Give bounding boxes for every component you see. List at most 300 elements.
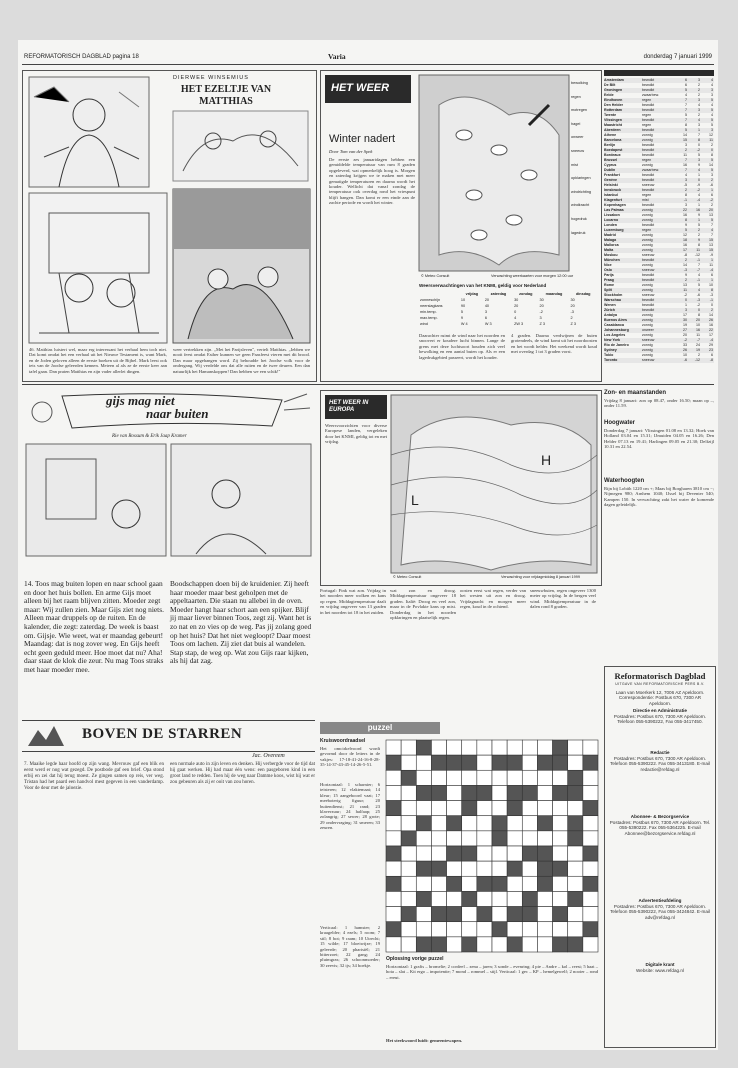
colophon-section-text: Postadres: Postbus 670, 7300 AR Apeldoorn. Telefoon 055-5390222. Fax 055-3413180. E-mail redactie@refdag.nl — [610, 756, 710, 772]
crossword-block — [583, 876, 598, 891]
crossword-cell[interactable] — [431, 770, 446, 785]
crossword-cell[interactable] — [386, 831, 401, 846]
crossword-cell[interactable] — [386, 740, 401, 755]
city-condition: regen — [642, 158, 652, 162]
city-temperature: 8 — [685, 193, 687, 197]
crossword-block — [583, 922, 598, 937]
crossword-cell[interactable] — [416, 922, 431, 937]
crossword-cell[interactable] — [583, 740, 598, 755]
city-temperature: 26 — [683, 348, 687, 352]
crossword-cell[interactable] — [416, 770, 431, 785]
city-temperature: 2 — [711, 143, 713, 147]
table-cell: ZW 3 — [514, 322, 524, 326]
city-temperature: -3 — [696, 298, 700, 302]
crossword-cell[interactable] — [386, 816, 401, 831]
crossword-cell[interactable] — [507, 740, 522, 755]
gijs-title — [106, 394, 209, 420]
colophon-title: Reformatorisch Dagblad — [614, 671, 706, 681]
table-cell: 40 — [484, 304, 490, 308]
crossword-cell[interactable] — [568, 846, 583, 861]
crossword-cell[interactable] — [507, 891, 522, 906]
comic-illustration-2 — [173, 111, 308, 181]
starren-col-1: 7. Maaike legde haar hoofd op zijn wang. Mevrouw gaf een blik en eerst werd er nog wat gezegd. De postbode gaf een brief. Opa stond erbij en zei dat hij terug moest. Ze gingen samen op reis, ver weg. Tristan had het paard een handvol mest gegeven in een vanderdamp. Voor de deur met de jaloezie. — [24, 762, 164, 791]
crossword-block — [507, 861, 522, 876]
crossword-cell[interactable] — [492, 770, 507, 785]
crossword-cell[interactable] — [386, 770, 401, 785]
crossword-block — [477, 785, 492, 800]
crossword-cell[interactable] — [568, 876, 583, 891]
crossword-block — [462, 755, 477, 770]
crossword-cell[interactable] — [507, 770, 522, 785]
city-temperature: 4 — [685, 173, 687, 177]
city-temperature: 8 — [698, 243, 700, 247]
crossword-cell[interactable] — [401, 755, 416, 770]
city-temperature: 14 — [709, 313, 713, 317]
crossword-cell[interactable] — [492, 740, 507, 755]
crossword-cell[interactable] — [537, 785, 552, 800]
city-temperature: 1 — [685, 303, 687, 307]
crossword-cell[interactable] — [583, 816, 598, 831]
crossword-block — [568, 770, 583, 785]
city-name: Buenos Aires — [604, 318, 628, 322]
crossword-cell[interactable] — [477, 922, 492, 937]
legend-item: sneeuw — [571, 148, 585, 153]
city-temperature: 10 — [683, 353, 687, 357]
city-temperature: 8 — [698, 313, 700, 317]
city-temperature: -12 — [694, 253, 700, 257]
crossword-cell[interactable] — [401, 846, 416, 861]
crossword-cell[interactable] — [401, 801, 416, 816]
city-temperature: -2 — [683, 338, 687, 342]
crossword-cell[interactable] — [583, 785, 598, 800]
tide-title: Hoogwater — [604, 420, 636, 426]
crossword-cell[interactable] — [386, 785, 401, 800]
colophon-section-title: Advertentieafdeling — [638, 898, 682, 903]
city-name: Boedapest — [604, 148, 623, 152]
crossword-cell[interactable] — [583, 831, 598, 846]
crossword-cell[interactable] — [522, 876, 537, 891]
crossword-cell[interactable] — [492, 785, 507, 800]
water-text: Rijn bij Lobith 1220 cm +; Maas bij Borgharen 3810 cm −; Nijmegen 980; Arnhem 1040; IJssel bij Deventer 540; Kampen 150. In verwachting zakt het water de komende dagen geleidelijk. — [604, 486, 714, 508]
crossword-cell[interactable] — [492, 907, 507, 922]
city-temperature: 2 — [711, 178, 713, 182]
colophon-subtitle: UITGAVE VAN REFORMATORISCHE PERS B.V. — [615, 682, 705, 686]
crossword-cell[interactable] — [568, 907, 583, 922]
crossword-cell[interactable] — [583, 891, 598, 906]
crossword-cell[interactable] — [431, 891, 446, 906]
city-condition: sneeuw — [642, 253, 655, 257]
city-temperature: 16 — [683, 163, 687, 167]
city-condition: zonnig — [642, 353, 653, 357]
crossword-cell[interactable] — [507, 816, 522, 831]
crossword-cell[interactable] — [447, 861, 462, 876]
city-temperature: 23 — [709, 348, 713, 352]
crossword-cell[interactable] — [522, 861, 537, 876]
crossword-cell[interactable] — [583, 937, 598, 952]
city-name: Tokio — [604, 353, 614, 357]
legend-item: motregen — [571, 108, 588, 113]
city-temperature: 17 — [683, 313, 687, 317]
crossword-cell[interactable] — [447, 937, 462, 952]
crossword-cell[interactable] — [431, 740, 446, 755]
city-condition: zonnig — [642, 343, 653, 347]
weather-section — [320, 70, 602, 382]
crossword-block — [537, 816, 552, 831]
crossword-cell[interactable] — [537, 831, 552, 846]
crossword-cell[interactable] — [447, 785, 462, 800]
city-condition: zonnig — [642, 288, 653, 292]
city-temperature: 2 — [711, 308, 713, 312]
crossword-cell[interactable] — [462, 770, 477, 785]
crossword-cell[interactable] — [386, 891, 401, 906]
comic-title-line2: MATTHIAS — [199, 96, 253, 107]
city-temperature: 3 — [711, 128, 713, 132]
city-temperature: 4 — [698, 168, 700, 172]
crossword-block — [507, 755, 522, 770]
city-name: Frankfurt — [604, 173, 620, 177]
city-condition: sneeuw — [642, 338, 655, 342]
crossword-cell[interactable] — [386, 861, 401, 876]
crossword-block — [537, 861, 552, 876]
crossword-grid[interactable] — [386, 740, 598, 952]
city-temperature: 30 — [683, 318, 687, 322]
crossword-cell[interactable] — [492, 891, 507, 906]
table-cell: 20 — [570, 304, 575, 308]
city-temperature: 15 — [709, 238, 713, 242]
crossword-cell[interactable] — [462, 907, 477, 922]
city-temperature: 17 — [709, 333, 713, 337]
table-header: zaterdag — [490, 292, 507, 296]
crossword-cell[interactable] — [401, 876, 416, 891]
city-condition: bewolkt — [642, 188, 655, 192]
sun-tide-section — [604, 390, 714, 662]
crossword-cell[interactable] — [522, 816, 537, 831]
header-rule — [22, 64, 714, 65]
crossword-cell[interactable] — [537, 891, 552, 906]
city-temperature: 6 — [711, 273, 713, 277]
crossword-cell[interactable] — [522, 770, 537, 785]
city-temperature: 5 — [711, 218, 713, 222]
city-temperature: 7 — [698, 133, 700, 137]
crossword-cell[interactable] — [416, 907, 431, 922]
crossword-block — [507, 937, 522, 952]
comic-caption-right: weer vertrekken zijn. „Met het Parijsleven", vertelt Matthias. „Iebben we nooit feest omdat Esther kunnen we geen Paasfeest vieren met dit brood. Dan maar opgehangen word. Zij behoudde het Joodse volk voor de ondergang. Wij verdelde ons dat alle ruiten en de twee deuren. Een dan natuurlijk het Hamanskoppen! Dan hebben we een schik!" — [173, 347, 310, 374]
crossword-cell[interactable] — [537, 907, 552, 922]
crossword-cell[interactable] — [462, 922, 477, 937]
city-temperature: 7 — [685, 103, 687, 107]
city-temperature: 16 — [696, 208, 700, 212]
city-temperature: 3 — [711, 93, 713, 97]
starren-title: BOVEN DE STARREN — [82, 726, 243, 742]
city-temperature: 33 — [683, 343, 687, 347]
table-cell: 4 — [514, 316, 517, 320]
city-temperature: 4 — [698, 288, 700, 292]
city-temperature: 0 — [698, 143, 700, 147]
city-temperature: 29 — [709, 343, 713, 347]
crossword-cell[interactable] — [401, 740, 416, 755]
crossword-cell[interactable] — [568, 801, 583, 816]
city-temperature: -6 — [709, 183, 713, 187]
crossword-cell[interactable] — [401, 922, 416, 937]
crossword-cell[interactable] — [462, 740, 477, 755]
city-name: Istanbul — [604, 193, 618, 197]
city-temperature: -1 — [696, 278, 700, 282]
crossword-block — [477, 876, 492, 891]
city-temperature: 11 — [696, 248, 700, 252]
legend-item: mist — [571, 162, 578, 167]
gijs-illustration — [26, 444, 311, 556]
crossword-cell[interactable] — [401, 861, 416, 876]
crossword-cell[interactable] — [583, 861, 598, 876]
crossword-cell[interactable] — [401, 937, 416, 952]
crossword-cell[interactable] — [553, 891, 568, 906]
table-cell: 20 — [484, 298, 490, 302]
city-temperature: 10 — [709, 283, 713, 287]
city-temperature: 22 — [709, 328, 713, 332]
table-cell: zonneschijn — [420, 298, 441, 302]
crossword-cell[interactable] — [553, 801, 568, 816]
city-temperature: -2 — [696, 148, 700, 152]
city-condition: sneeuw — [642, 293, 655, 297]
crossword-cell[interactable] — [477, 755, 492, 770]
city-name: Den Helder — [604, 103, 623, 107]
crossword-cell[interactable] — [492, 937, 507, 952]
crossword-block — [431, 907, 446, 922]
table-cell: -2 — [539, 310, 543, 314]
table-header: dinsdag — [575, 292, 591, 296]
crossword-cell[interactable] — [522, 937, 537, 952]
city-temperature: 2 — [685, 278, 687, 282]
crossword-cell[interactable] — [477, 846, 492, 861]
crossword-cell[interactable] — [583, 907, 598, 922]
crossword-cell[interactable] — [416, 831, 431, 846]
gijs-section — [22, 390, 315, 575]
city-name: Parijs — [604, 273, 614, 277]
city-temperature: 11 — [709, 263, 713, 267]
crossword-cell[interactable] — [507, 831, 522, 846]
gijs-story-left: 14. Toos mag buiten lopen en naar school gaan en door het huis bollen. En arme Gijs moet alleen bij het raam blijven zitten. Moeder zegt maar: Wij zullen zien. Maar Gijs ziet nog niets. Alleen maar druppels op de ruiten. En de kalender, die zegt: zaterdag. De week is baast om. Gijsje. Wie weet, wat er maandag gebeurt! Maandag: dat is nog zover weg. En Gijs heeft echt geen geduld meer. Hoe moet dat nu? Aha! daar staat de klok die zeur. Nu mag Toos straks met haar moeder mee. — [24, 579, 164, 674]
city-condition: zonnig — [642, 243, 653, 247]
crossword-cell[interactable] — [553, 831, 568, 846]
city-condition: regen — [642, 113, 652, 117]
colophon-section-title: Redactie — [650, 750, 670, 755]
crossword-cell[interactable] — [477, 831, 492, 846]
table-cell: max.temp. — [420, 316, 438, 320]
weather-logo — [325, 75, 411, 103]
crossword-block — [416, 891, 431, 906]
crossword-cell[interactable] — [386, 937, 401, 952]
crossword-cell[interactable] — [553, 922, 568, 937]
city-name: Casablanca — [604, 323, 624, 327]
crossword-cell[interactable] — [477, 770, 492, 785]
crossword-cell[interactable] — [507, 876, 522, 891]
crossword-cell[interactable] — [401, 816, 416, 831]
crossword-cell[interactable] — [553, 770, 568, 785]
crossword-block — [492, 922, 507, 937]
weather-logo-text: HET WEER — [331, 82, 390, 94]
city-temperature: 3 — [685, 203, 687, 207]
crossword-cell[interactable] — [537, 937, 552, 952]
city-temperature: 4 — [711, 83, 713, 87]
city-temperature: 5 — [711, 158, 713, 162]
crossword-cell[interactable] — [447, 831, 462, 846]
city-temperature: 4 — [698, 118, 700, 122]
city-temperature: 6 — [711, 193, 713, 197]
city-condition: bewolkt — [642, 223, 655, 227]
crossword-cell[interactable] — [492, 861, 507, 876]
table-cell: 10 — [460, 298, 466, 302]
crossword-cell[interactable] — [568, 861, 583, 876]
crossword-block — [522, 907, 537, 922]
city-temperature: 7 — [685, 98, 687, 102]
colophon-section-text: Website: www.refdag.nl — [636, 968, 684, 973]
crossword-cell[interactable] — [447, 770, 462, 785]
crossword-cell[interactable] — [431, 831, 446, 846]
city-temperature: 2 — [698, 88, 700, 92]
crossword-cell[interactable] — [462, 816, 477, 831]
city-name: Groningen — [604, 88, 623, 92]
crossword-cell[interactable] — [447, 891, 462, 906]
city-condition: bewolkt — [642, 298, 655, 302]
city-name: Oslo — [604, 268, 612, 272]
city-temperature: 2 — [698, 93, 700, 97]
crossword-cell[interactable] — [416, 876, 431, 891]
city-name: Genève — [604, 178, 617, 182]
crossword-cell[interactable] — [507, 846, 522, 861]
gijs-credit: Rie van Rossum & Erik Jaap Kramer — [112, 434, 187, 439]
crossword-cell[interactable] — [477, 891, 492, 906]
city-temperature: 4 — [711, 228, 713, 232]
crossword-cell[interactable] — [416, 801, 431, 816]
crossword-cell[interactable] — [477, 937, 492, 952]
table-cell: 30 — [570, 298, 575, 302]
crossword-cell[interactable] — [431, 846, 446, 861]
table-row — [419, 321, 597, 327]
city-temperature: -9 — [696, 183, 700, 187]
crossword-cell[interactable] — [537, 922, 552, 937]
crossword-cell[interactable] — [462, 861, 477, 876]
city-temperature: 17 — [683, 248, 687, 252]
crossword-cell[interactable] — [416, 755, 431, 770]
crossword-cell[interactable] — [522, 755, 537, 770]
gijs-story-right: Boodschappen doen bij de kruidenier. Zij heeft haar moeder maar best geholpen met de appeltaarten. Die staan nu allebei in de oven. Moeder hangt haar schort aan een spijker. Blijf jij maar liever binnen Toos, zegt zij. Want het is zo nat en zo vies op de weg. Pas jij zolang goed op het huis? Dat het niet wegloopt? Daar moest Toos om lachen. Zij ziet dat buis al wandelen. Stap stap, de weg op. Wat zou Gijs raar kijken, als hij dat zag. — [170, 579, 312, 666]
crossword-cell[interactable] — [522, 801, 537, 816]
tide-text: Donderdag 7 januari: Vlissingen 01.08 en 13.32; Hoek van Holland 03.04 en 15.31; IJmuiden 04.05 en 16.26; Den Helder 07.13 en 19.41; Harlingen 09.05 en 21.30; Delfzijl 10.31 en 22.54. — [604, 428, 714, 450]
city-temperature: 2 — [698, 353, 700, 357]
city-temperature: -2 — [709, 198, 713, 202]
crossword-cell[interactable] — [462, 831, 477, 846]
crossword-cell[interactable] — [462, 876, 477, 891]
crossword-cell[interactable] — [537, 801, 552, 816]
crossword-cell[interactable] — [553, 876, 568, 891]
crossword-cell[interactable] — [401, 891, 416, 906]
europe-col-1: Portugal: Fink wat zon. Vrijdag in het noorden meer wolken en kans op regen. Middagtemperatuur daalt en vrijdag ongeveer van 13 graden in het noorden tot 18 in het zuiden. — [320, 588, 386, 615]
table-cell: 30 — [539, 298, 544, 302]
crossword-cell[interactable] — [431, 922, 446, 937]
legend-item: windrichting — [571, 189, 592, 194]
crossword-cell[interactable] — [477, 861, 492, 876]
weather-author: Door Tom van der Spek — [329, 149, 373, 154]
city-name: Brussel — [604, 158, 618, 162]
city-temperature: 11 — [683, 153, 687, 157]
crossword-cell[interactable] — [477, 816, 492, 831]
crossword-cell[interactable] — [553, 846, 568, 861]
crossword-cell[interactable] — [477, 801, 492, 816]
crossword-cell[interactable] — [386, 907, 401, 922]
weather-headline: Winter nadert — [329, 133, 396, 145]
crossword-cell[interactable] — [553, 816, 568, 831]
crossword-block — [583, 846, 598, 861]
crossword-cell[interactable] — [401, 785, 416, 800]
crossword-cell[interactable] — [431, 876, 446, 891]
puzzel-verticaal: Verticaal: 1 hamster; 2 kraagelder; 4 ezels; 5 room; 7 stil; 8 bot; 9 raam; 10 Utrecht; 15 wilde; 17 bloeiwijze; 19 geleerde; 20 pharisiël; 21 bitterzoet; 22 gang; 24 pluimgras; 26 schoonmoeder; 30 zeevis; 32 ijs; 34 boekje. — [320, 925, 380, 968]
colophon-address: Laan van Moerkerk 12, 7006 AZ Apeldoorn. Correspondentie: Postbus 670, 7300 AR Apeldoorn. — [615, 690, 705, 706]
crossword-block — [492, 831, 507, 846]
city-temperature: -2 — [696, 188, 700, 192]
colophon-section-text: Postadres: Postbus 670, 7300 AR Apeldoorn. Telefoon 055-5390222, Fax 055-3417450. — [613, 714, 707, 725]
crossword-cell[interactable] — [568, 740, 583, 755]
crossword-cell[interactable] — [492, 846, 507, 861]
city-name: Sydney — [604, 348, 617, 352]
crossword-cell[interactable] — [537, 740, 552, 755]
colophon-section-title: Abonnee- & Bezorgservice — [630, 814, 690, 819]
city-condition: zonnig — [642, 248, 653, 252]
crossword-cell[interactable] — [477, 740, 492, 755]
colophon-section-text: Postadres: Postbus 670, 7300 AR Apeldoorn. Tel. 055-5390222. Fax 055-5364225. E-mail Abonnee@bezorgservice.refdag.nl — [609, 820, 711, 836]
high-pressure-marker: H — [541, 452, 552, 468]
crossword-cell[interactable] — [492, 801, 507, 816]
table-cell: W 3 — [484, 322, 492, 326]
city-temperature: 2 — [711, 203, 713, 207]
crossword-cell[interactable] — [507, 922, 522, 937]
city-temperature: 15 — [709, 248, 713, 252]
crossword-cell[interactable] — [447, 801, 462, 816]
crossword-cell[interactable] — [583, 770, 598, 785]
crossword-cell[interactable] — [568, 922, 583, 937]
crossword-block — [386, 801, 401, 816]
city-temperature: 4 — [711, 103, 713, 107]
crossword-cell[interactable] — [568, 755, 583, 770]
city-condition: regen — [642, 98, 652, 102]
city-temperature: -4 — [696, 198, 700, 202]
city-temperatures — [604, 70, 714, 380]
city-condition: bewolkt — [642, 173, 655, 177]
crossword-cell[interactable] — [522, 922, 537, 937]
city-temperature: 6 — [685, 78, 687, 82]
europe-col-3: oosten eerst wat regen, verder van het westen uit zon en droog. Vrijdagnacht en morgen meer regen, koud in de ochtend. — [460, 588, 526, 610]
city-condition: zonnig — [642, 163, 653, 167]
crossword-block — [401, 907, 416, 922]
crossword-cell[interactable] — [447, 922, 462, 937]
city-temperature: 1 — [698, 173, 700, 177]
crossword-block — [416, 937, 431, 952]
city-condition: zonnig — [642, 133, 653, 137]
crossword-cell[interactable] — [522, 831, 537, 846]
city-temperature: -3 — [709, 293, 713, 297]
crossword-cell[interactable] — [537, 770, 552, 785]
table-header: maandag — [545, 292, 563, 296]
city-temperature: -8 — [683, 253, 687, 257]
crossword-cell[interactable] — [431, 816, 446, 831]
city-temperature: 2 — [685, 148, 687, 152]
city-temperature: 7 — [711, 223, 713, 227]
crossword-cell[interactable] — [431, 801, 446, 816]
crossword-cell[interactable] — [416, 846, 431, 861]
crossword-cell[interactable] — [447, 740, 462, 755]
crossword-cell[interactable] — [522, 740, 537, 755]
table-header: vrijdag — [465, 292, 479, 296]
city-temperature: 13 — [709, 213, 713, 217]
